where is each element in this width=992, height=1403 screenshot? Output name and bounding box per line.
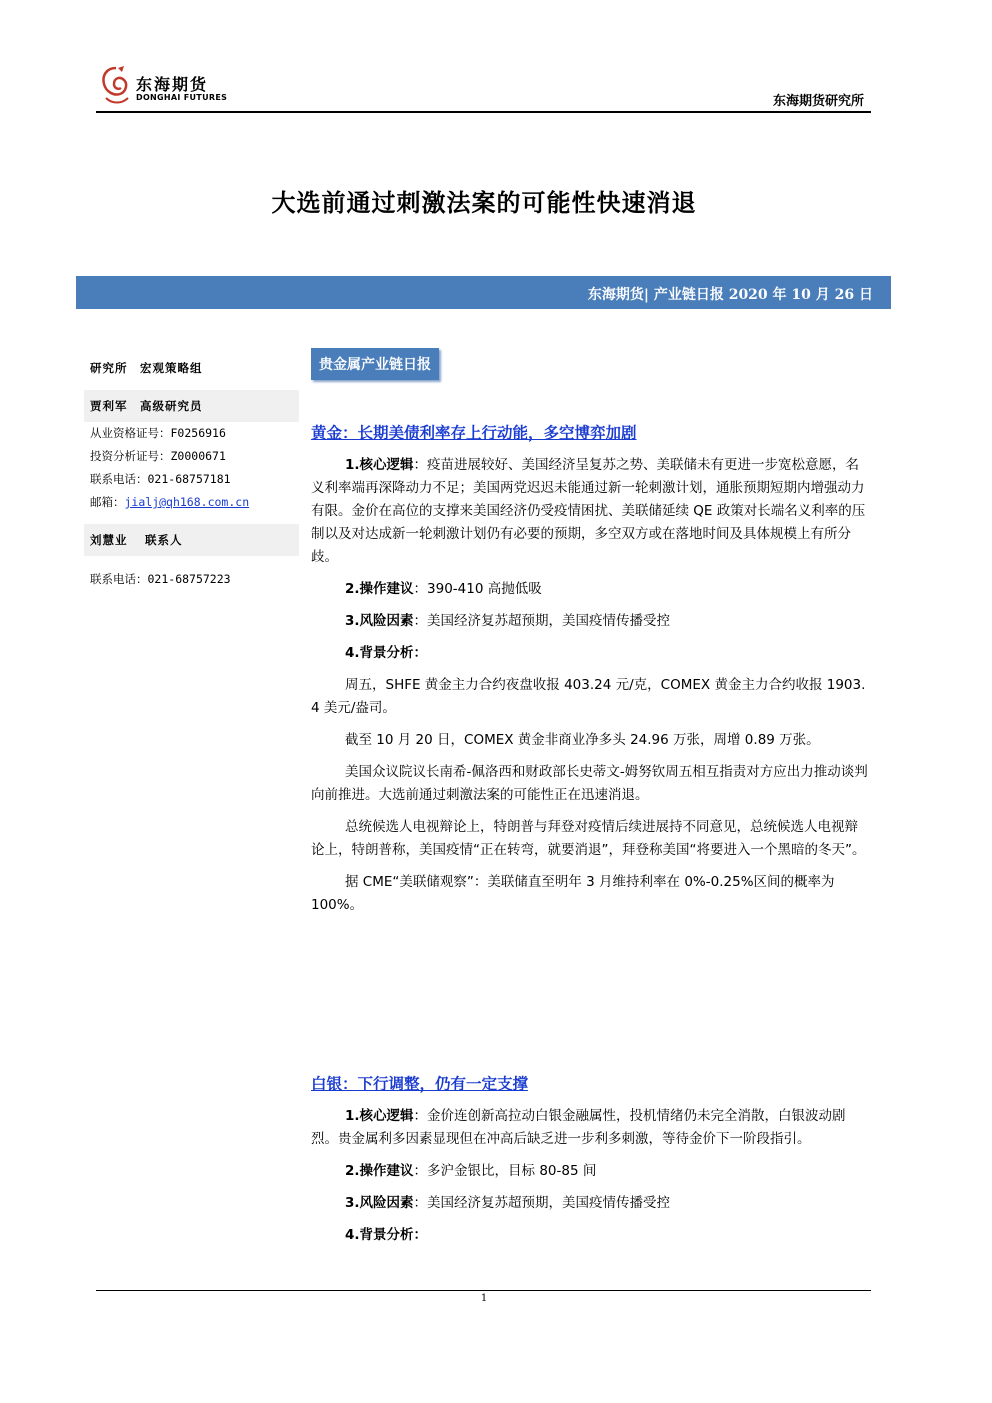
gold-op-label: 2.操作建议 <box>345 581 414 597</box>
gold-risk-label: 3.风险因素 <box>345 613 414 629</box>
silver-section-title[interactable]: 白银：下行调整，仍有一定支撑 <box>311 1075 529 1093</box>
gold-bg-para: 总统候选人电视辩论上，特朗普与拜登对疫情后续进展持不同意见，总统候选人电视辩论上，特朗普称，美国疫情“正在转弯，就要消退”，拜登称美国“将要进入一个黑暗的冬天”。 <box>311 819 866 858</box>
gold-section-title[interactable]: 黄金：长期美债利率存上行动能，多空博弈加剧 <box>311 424 637 442</box>
sidebar-analyst1-line: 联系电话：021-68757181 <box>90 472 231 486</box>
email-label: 邮箱： <box>90 495 125 509</box>
silver-core-text: ：金价连创新高拉动白银金融属性，投机情绪仍未完全消散，白银波动剧烈。贵金属利多因素显现但在冲高后缺乏进一步利多刺激，等待金价下一阶段指引。 <box>311 1108 846 1147</box>
gold-bg-para: 据 CME“美联储观察”：美联储直至明年 3 月维持利率在 0%-0.25%区间的概率为 100%。 <box>311 874 835 913</box>
silver-op-advice <box>311 1160 871 1183</box>
sidebar-analyst2-phone: 联系电话：021-68757223 <box>90 572 231 586</box>
gold-core-text: ：疫苗进展较好、美国经济呈复苏之势、美联储未有更进一步宽松意愿，名义利率端再深降动力不足；美国两党迟迟未能通过新一轮刺激计划，通胀预期短期内增强动力有限。金价在高位的支撑来美国经济仍受疫情困扰、美联储延续 QE 政策对长端名义利率的压制以及对达成新一轮刺激计划仍有必要的预期，多空双方或在落地时间及具体规模上有所分歧。 <box>311 457 866 565</box>
silver-risk-text: ：美国经济复苏超预期，美国疫情传播受控 <box>413 1195 671 1211</box>
banner-text: 东海期货| 产业链日报 2020 年 10 月 26 日 <box>587 287 873 303</box>
sidebar-dept: 研究所 宏观策略组 <box>90 361 203 375</box>
gold-op-text: ：390-410 高抛低吸 <box>413 581 542 597</box>
silver-section <box>311 1073 871 1247</box>
sidebar-analyst1-line: 从业资格证号：F0256916 <box>90 426 226 440</box>
author-sidebar <box>84 352 299 591</box>
gold-risk-text: ：美国经济复苏超预期，美国疫情传播受控 <box>413 613 671 629</box>
company-logo <box>96 64 236 110</box>
gold-op-advice <box>311 578 871 601</box>
email-link[interactable]: jialj@qh168.com.cn <box>124 495 250 509</box>
gold-core-logic <box>311 454 871 569</box>
silver-bg-label: 4.背景分析： <box>345 1227 428 1243</box>
sidebar-analyst2-name: 刘慧业 联系人 <box>84 524 299 556</box>
header-org: 东海期货研究所 <box>772 94 864 109</box>
gold-bg-label: 4.背景分析： <box>345 645 428 661</box>
section-tag: 贵金属产业链日报 <box>311 348 439 380</box>
silver-risk-label: 3.风险因素 <box>345 1195 414 1211</box>
silver-core-label: 1.核心逻辑 <box>345 1108 414 1124</box>
gold-risk <box>311 610 871 633</box>
silver-op-text: ：多沪金银比，目标 80-85 间 <box>413 1163 597 1179</box>
header-rule <box>96 111 871 113</box>
silver-bg-heading <box>311 1224 871 1247</box>
gold-bg-heading <box>311 642 871 665</box>
sidebar-analyst1-name: 贾利军 高级研究员 <box>84 390 299 422</box>
logo-en-text: DONGHAI FUTURES <box>136 93 228 102</box>
silver-op-label: 2.操作建议 <box>345 1163 414 1179</box>
sidebar-email-row <box>84 491 299 514</box>
gold-core-label: 1.核心逻辑 <box>345 457 414 473</box>
page-title: 大选前通过刺激法案的可能性快速消退 <box>271 188 697 217</box>
page-number: 1 <box>480 1293 488 1304</box>
report-banner <box>76 276 891 309</box>
silver-core-logic <box>311 1105 871 1151</box>
dragon-logo-icon <box>96 64 136 108</box>
sidebar-analyst1-line: 投资分析证号：Z0000671 <box>90 449 226 463</box>
gold-bg-para: 截至 10 月 20 日，COMEX 黄金非商业净多头 24.96 万张，周增 0.89 万张。 <box>345 732 820 748</box>
gold-section <box>311 422 871 917</box>
logo-cn-text: 东海期货 <box>136 75 209 94</box>
footer-rule <box>96 1290 871 1291</box>
gold-bg-para: 美国众议院议长南希-佩洛西和财政部长史蒂文-姆努钦周五相互指责对方应出力推动谈判向前推进。大选前通过刺激法案的可能性正在迅速消退。 <box>311 764 868 803</box>
gold-bg-para: 周五，SHFE 黄金主力合约夜盘收报 403.24 元/克，COMEX 黄金主力合约收报 1903. 4 美元/盎司。 <box>311 677 866 716</box>
silver-risk <box>311 1192 871 1215</box>
